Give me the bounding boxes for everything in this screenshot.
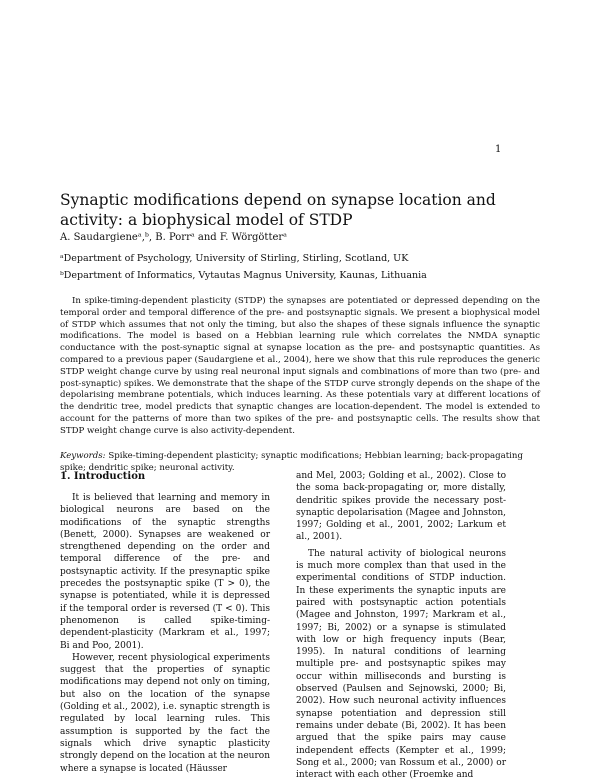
- keywords-label: Keywords:: [60, 451, 106, 461]
- authors: A. Saudargieneᵃ,ᵇ, B. Porrᵃ and F. Wörgötterᵃ: [60, 232, 288, 243]
- intro-paragraph-2: However, recent physiological experiments suggest that the properties of synaptic modifications may depend not only on timing, but also on the location of the synapse (Golding et al., 2002), i.e. synaptic strength is regulated by local learning rules. This assumption is supported by the fact the signals which drive synaptic plasticity strongly depend on the location at the neuron where a synapse is located (Häusser: [60, 652, 270, 774]
- abstract: In spike-timing-dependent plasticity (STDP) the synapses are potentiated or depressed depending on the temporal order and temporal difference of the pre- and postsynaptic signals. We present a biophysical model of STDP which assumes that not only the timing, but also the shapes of these signals influence the synaptic modifications. The model is based on a Hebbian learning rule which correlates the NMDA synaptic conductance with the post-synaptic signal at synapse location as the pre- and postsynaptic quantities. As compared to a previous paper (Saudargiene et al., 2004), here we show that this rule reproduces the generic STDP weight change curve by using real neuronal input signals and combinations of more than two (pre- and post-synaptic) spikes. We demonstrate that the shape of the STDP curve strongly depends on the shape of the depolarising membrane potentials, which induces learning. As these potentials vary at different locations of the dendritic tree, model predicts that synaptic changes are location-dependent. The model is extended to account for the patterns of more than two spikes of the pre- and postsynaptic cells. The results show that STDP weight change curve is also activity-dependent.: [60, 296, 540, 436]
- affiliation-b: ᵇDepartment of Informatics, Vytautas Magnus University, Kaunas, Lithuania: [60, 270, 427, 281]
- keywords-text: Spike-timing-dependent plasticity; synaptic modifications; Hebbian learning; back-propagating spike; dendritic spike; neuronal activity.: [60, 451, 523, 473]
- intro-paragraph-2-continued: and Mel, 2003; Golding et al., 2002). Close to the soma back-propagating or, more distally, dendritic spikes provide the necessary post-synaptic depolarisation (Magee and Johnston, 1997; Golding et al., 2001, 2002; Larkum et al., 2001).: [296, 471, 506, 543]
- left-column: [60, 470, 270, 775]
- section-heading: 1. Introduction: [60, 471, 146, 482]
- page-number: 1: [495, 144, 502, 155]
- intro-paragraph-3: The natural activity of biological neurons is much more complex than that used in the experimental conditions of STDP induction. In these experiments the synaptic inputs are paired with postsynaptic action potentials (Magee and Johnston, 1997; Markram et al., 1997; Bi, 2002) or a synapse is stimulated with low or high frequency inputs (Bear, 1995). In natural conditions of learning multiple pre- and postsynaptic spikes may occur within milliseconds and bursting is observed (Paulsen and Sejnowski, 2000; Bi, 2002). How such neuronal activity influences synapse potentiation and depression still remains under debate (Bi, 2002). It has been argued that the spike pairs may cause independent effects (Kempter et al., 1999; Song et al., 2000; van Rossum et al., 2000) or interact with each other (Froemke and: [296, 548, 506, 781]
- right-column: [296, 470, 506, 781]
- paper-title: Synaptic modifications depend on synapse location and activity: a biophysical model of STDP: [60, 191, 496, 229]
- affiliation-a: ᵃDepartment of Psychology, University of Stirling, Stirling, Scotland, UK: [60, 253, 409, 264]
- intro-paragraph-1: It is believed that learning and memory in biological neurons are based on the modifications of the synaptic strengths (Benett, 2000). Synapses are weakened or strengthened depending on the order and temporal difference of the pre- and postsynaptic activity. If the presynaptic spike precedes the postsynaptic spike (T > 0), the synapse is potentiated, while it is depressed if the temporal order is reversed (T < 0). This phenomenon is called spike-timing-dependent-plasticity (Markram et al., 1997; Bi and Poo, 2001).: [60, 493, 270, 651]
